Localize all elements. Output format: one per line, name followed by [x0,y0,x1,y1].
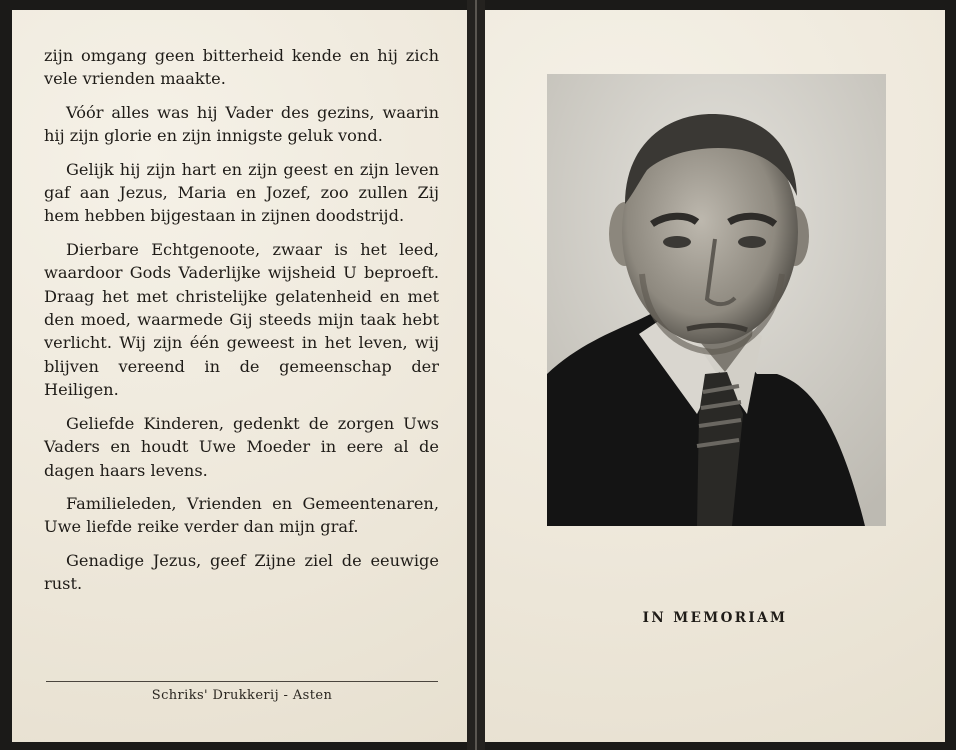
portrait-photo [547,74,886,526]
paragraph: Gelijk hij zijn hart en zijn geest en zijn leven gaf aan Jezus, Maria en Jozef, zoo zullen Zij hem hebben bijgestaan in zijnen doodstrijd. [44,159,439,226]
portrait-image [547,74,886,526]
paragraph: Vóór alles was hij Vader des gezins, waarin hij zijn glorie en zijn innigste geluk vond. [44,102,439,146]
memorial-text [44,44,439,606]
paragraph: Familieleden, Vrienden en Gemeentenaren, Uwe liefde reike verder dan mijn graf. [44,493,439,537]
paragraph: Genadige Jezus, geef Zijne ziel de eeuwige rust. [44,550,439,594]
paragraph: zijn omgang geen bitterheid kende en hij zich vele vrienden maakte. [44,46,439,89]
in-memoriam-caption: IN MEMORIAM [642,610,788,626]
paragraph: Geliefde Kinderen, gedenkt de zorgen Uws Vaders en houdt Uwe Moeder in eere al de dagen haars levens. [44,413,439,480]
right-page [485,10,945,742]
left-page [12,10,467,742]
card-fold [467,0,485,750]
paragraph: Dierbare Echtgenoote, zwaar is het leed, waardoor Gods Vaderlijke wijsheid U beproeft. Draag het met christelijke gelatenheid en met den moed, waarmede Gij steeds mijn taak hebt verlicht. Wij zijn één geweest in het leven, wij blijven vereend in de gemeenschap der Heiligen. [44,239,439,400]
divider [46,681,438,682]
printer-credit: Schriks' Drukkerij - Asten [151,688,333,703]
